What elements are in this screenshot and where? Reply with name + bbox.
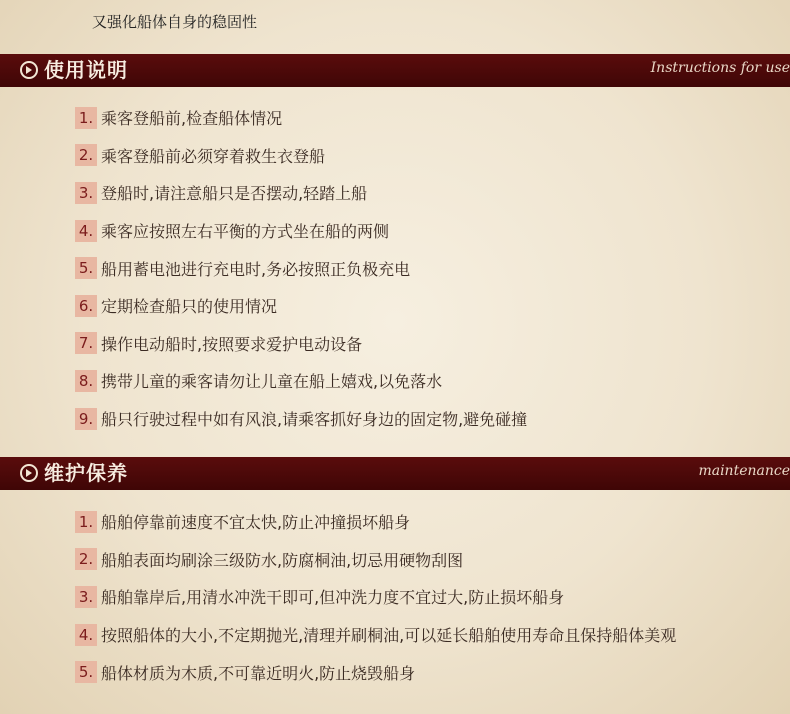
- section-header-usage: [0, 54, 790, 87]
- item-number: 9.: [75, 408, 97, 430]
- list-item: [75, 212, 527, 250]
- list-item: [75, 174, 527, 212]
- list-item: [75, 249, 527, 287]
- list-item: [75, 137, 527, 175]
- section-title: 使用说明: [44, 58, 128, 82]
- item-number: 5.: [75, 661, 97, 683]
- list-item: [75, 578, 676, 616]
- list-item: [75, 287, 527, 325]
- item-number: 1.: [75, 511, 97, 533]
- item-text: 船舶靠岸后,用清水冲洗干即可,但冲洗力度不宜过大,防止损坏船身: [101, 588, 565, 608]
- section-script-title: Instructions for use: [650, 60, 790, 76]
- list-item: [75, 99, 527, 137]
- item-number: 4.: [75, 220, 97, 242]
- item-text: 船用蓄电池进行充电时,务必按照正负极充电: [101, 259, 411, 279]
- item-number: 3.: [75, 182, 97, 204]
- usage-instructions-list: [75, 99, 527, 437]
- item-text: 船体材质为木质,不可靠近明火,防止烧毁船身: [101, 663, 416, 683]
- item-text: 按照船体的大小,不定期抛光,清理并刷桐油,可以延长船舶使用寿命且保持船体美观: [101, 626, 677, 646]
- item-number: 6.: [75, 295, 97, 317]
- item-number: 5.: [75, 257, 97, 279]
- item-number: 2.: [75, 548, 97, 570]
- item-text: 乘客登船前必须穿着救生衣登船: [101, 146, 326, 166]
- section-script-title: maintenance: [698, 463, 790, 479]
- arrow-circle-icon: [20, 61, 38, 79]
- arrow-circle-icon: [20, 464, 38, 482]
- item-number: 7.: [75, 332, 97, 354]
- list-item: [75, 400, 527, 438]
- item-text: 乘客登船前,检查船体情况: [101, 109, 283, 129]
- item-text: 登船时,请注意船只是否摆动,轻踏上船: [101, 184, 368, 204]
- item-number: 1.: [75, 107, 97, 129]
- item-text: 携带儿童的乘客请勿让儿童在船上嬉戏,以免落水: [101, 372, 443, 392]
- list-item: [75, 616, 676, 654]
- list-item: [75, 362, 527, 400]
- intro-text: 又强化船体自身的稳固性: [92, 13, 258, 31]
- section-header-maintenance: [0, 457, 790, 490]
- section-title: 维护保养: [44, 461, 128, 485]
- item-number: 8.: [75, 370, 97, 392]
- item-text: 定期检查船只的使用情况: [101, 297, 278, 317]
- list-item: [75, 653, 676, 691]
- list-item: [75, 325, 527, 363]
- item-text: 船舶表面均刷涂三级防水,防腐桐油,切忌用硬物刮图: [101, 550, 464, 570]
- item-number: 3.: [75, 586, 97, 608]
- item-text: 船只行驶过程中如有风浪,请乘客抓好身边的固定物,避免碰撞: [101, 410, 528, 430]
- item-text: 操作电动船时,按照要求爱护电动设备: [101, 334, 363, 354]
- item-number: 2.: [75, 144, 97, 166]
- list-item: [75, 503, 676, 541]
- maintenance-list: [75, 503, 676, 691]
- item-text: 船舶停靠前速度不宜太快,防止冲撞损坏船身: [101, 513, 411, 533]
- item-number: 4.: [75, 624, 97, 646]
- list-item: [75, 541, 676, 579]
- item-text: 乘客应按照左右平衡的方式坐在船的两侧: [101, 222, 390, 242]
